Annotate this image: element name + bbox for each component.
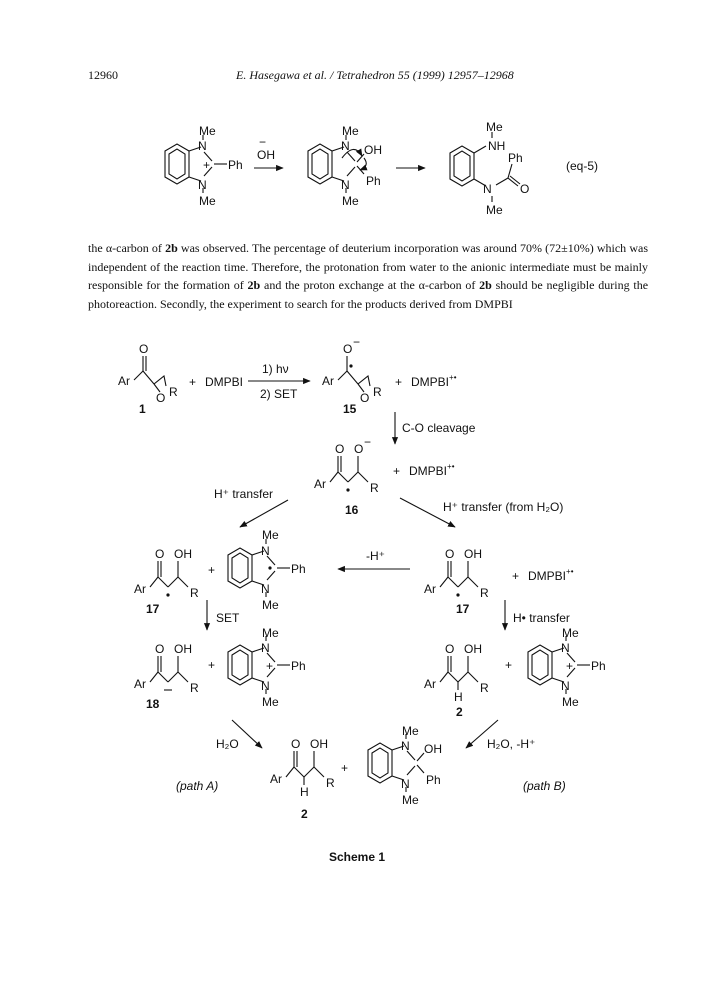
group-oh: OH [464, 547, 482, 561]
step-proton-transfer: H⁺ transfer [214, 487, 274, 501]
atom-o: O [139, 342, 149, 356]
plus-sign: + [393, 464, 401, 478]
group-nh: NH [488, 139, 506, 153]
group-ph: Ph [291, 659, 306, 673]
atom-n: N [401, 739, 410, 753]
atom-n: N [198, 178, 207, 192]
atom-n: N [261, 582, 270, 596]
plus-sign: + [395, 375, 403, 389]
group-ph: Ph [366, 174, 381, 188]
group-me: Me [262, 695, 279, 709]
group-me: Me [486, 203, 503, 217]
group-ar: Ar [270, 772, 282, 786]
plus-sign: + [505, 658, 513, 672]
compound-ref: 2b [165, 241, 178, 255]
atom-o: O [445, 547, 455, 561]
group-me: Me [199, 124, 216, 138]
step-water: H₂O [216, 737, 239, 751]
alpha-symbol: α [418, 278, 425, 292]
plus-sign: + [208, 563, 216, 577]
compound-17-right-structure [424, 547, 489, 600]
group-me: Me [402, 724, 419, 738]
compound-label-2: 2 [456, 705, 463, 719]
group-ar: Ar [314, 477, 326, 491]
group-ph: Ph [228, 158, 243, 172]
dmpbi-radical-cation [409, 462, 455, 478]
radical-cation-sup: +• [449, 373, 457, 382]
dmpbi-cation-structure [165, 124, 243, 208]
dmpbi-rc-name: DMPBI [411, 375, 450, 389]
hydroxide-charge: − [259, 135, 267, 149]
page-number: 12960 [88, 68, 118, 82]
atom-o: O [360, 391, 370, 405]
pseudobase-intermediate-structure [308, 124, 382, 208]
group-r: R [370, 481, 379, 495]
atom-n: N [341, 178, 350, 192]
group-oh: OH [174, 547, 192, 561]
charge-minus: − [353, 335, 361, 349]
compound-15-structure [322, 335, 382, 405]
step-water-deprotonation: H₂O, -H⁺ [487, 737, 536, 751]
text-run: the [88, 241, 106, 255]
compound-16-structure [314, 435, 379, 495]
group-oh: OH [464, 642, 482, 656]
step-h-atom-transfer: H• transfer [513, 611, 570, 625]
text-run: -carbon of [424, 278, 480, 292]
group-ph: Ph [426, 773, 441, 787]
radical-cation-sup: +• [447, 462, 455, 471]
atom-o: O [291, 737, 301, 751]
compound-18-structure [134, 642, 199, 695]
group-me: Me [402, 793, 419, 807]
scheme-1 [118, 335, 606, 864]
step-co-cleavage: C-O cleavage [402, 421, 476, 435]
equation-label: (eq-5) [566, 159, 599, 173]
text-run: was observed. The percentage of deuterium incorporation was around 70% (72±10%) which was independent of the reaction time. Therefore, the protonation from water to the anionic intermediate must be mainly responsible for the formation of [88, 241, 649, 292]
group-ar: Ar [134, 582, 146, 596]
charge-minus: − [364, 435, 372, 449]
atom-o: O [520, 182, 530, 196]
compound-2-final-structure [270, 737, 335, 799]
group-ar: Ar [322, 374, 334, 388]
dmpbi-reagent: DMPBI [205, 375, 244, 389]
group-ar: Ar [134, 677, 146, 691]
atom-n: N [561, 679, 570, 693]
group-me: Me [486, 120, 503, 134]
group-me: Me [262, 528, 279, 542]
compound-label-1: 1 [139, 402, 146, 416]
ring-opened-amide-structure [450, 120, 529, 217]
atom-o: O [155, 547, 165, 561]
group-r: R [190, 681, 199, 695]
compound-label-15: 15 [343, 402, 357, 416]
radical-cation-sup: +• [566, 567, 574, 576]
step-set: SET [216, 611, 240, 625]
step-deprotonation: -H⁺ [366, 549, 385, 563]
plus-sign: + [208, 658, 216, 672]
dmpbi-cation-structure [528, 636, 590, 694]
step-set: 2) SET [260, 387, 298, 401]
atom-n: N [261, 679, 270, 693]
atom-n: N [483, 182, 492, 196]
group-ph: Ph [591, 659, 606, 673]
atom-n: N [341, 139, 350, 153]
compound-ref: 2b [247, 278, 261, 292]
atom-h: H [454, 690, 463, 704]
plus-sign: + [189, 375, 197, 389]
path-a-label: (path A) [176, 779, 219, 793]
group-r: R [326, 776, 335, 790]
group-r: R [480, 681, 489, 695]
dmpbi-radical-cation [411, 373, 457, 389]
atom-n: N [198, 139, 207, 153]
atom-h: H [300, 785, 309, 799]
charge-plus: + [266, 659, 274, 673]
reaction-arrow [240, 500, 288, 527]
group-oh: OH [424, 742, 442, 756]
text-run: should be negligible during the photoreaction. Secondly, the experiment to search for the products derived from DMPBI [88, 278, 649, 311]
atom-o: O [445, 642, 455, 656]
compound-label-16: 16 [345, 503, 359, 517]
group-me: Me [562, 626, 579, 640]
dmpbi-rc-name: DMPBI [409, 464, 448, 478]
pseudobase-structure [368, 734, 424, 792]
atom-o: O [354, 442, 364, 456]
group-r: R [190, 586, 199, 600]
compound-17-left-structure [134, 547, 199, 600]
group-ar: Ar [424, 677, 436, 691]
step-photolysis: 1) hν [262, 362, 289, 376]
group-oh: OH [364, 143, 382, 157]
group-ph: Ph [291, 562, 306, 576]
running-header-citation: E. Hasegawa et al. / Tetrahedron 55 (1999) 12957–12968 [236, 68, 514, 82]
atom-o: O [156, 391, 166, 405]
equation-5 [165, 120, 598, 217]
alpha-symbol: α [105, 241, 113, 255]
group-me: Me [262, 598, 279, 612]
atom-o: O [335, 442, 345, 456]
group-oh: OH [310, 737, 328, 751]
group-oh: OH [174, 642, 192, 656]
compound-ref: 2b [479, 278, 492, 292]
group-ar: Ar [424, 582, 436, 596]
atom-o: O [155, 642, 165, 656]
compound-2-right-structure [424, 642, 489, 704]
group-me: Me [199, 194, 216, 208]
group-me: Me [262, 626, 279, 640]
dmpbi-radical-cation [528, 567, 574, 583]
compound-1-structure [118, 342, 178, 405]
group-me: Me [562, 695, 579, 709]
group-ph: Ph [508, 151, 523, 165]
scheme-title: Scheme 1 [329, 850, 386, 864]
hydroxide-reagent: OH [257, 148, 275, 162]
compound-label-2: 2 [301, 807, 308, 821]
charge-plus: + [566, 659, 574, 673]
compound-label-17: 17 [456, 602, 470, 616]
compound-label-18: 18 [146, 697, 160, 711]
group-me: Me [342, 194, 359, 208]
dmpbi-cation-structure [228, 636, 290, 694]
text-run: and the proton exchange at the [260, 278, 419, 292]
plus-sign: + [512, 569, 520, 583]
atom-n: N [561, 641, 570, 655]
atom-n: N [261, 544, 270, 558]
atom-n: N [401, 777, 410, 791]
group-r: R [373, 385, 382, 399]
atom-n: N [261, 641, 270, 655]
text-run: -carbon of [112, 241, 166, 255]
path-b-label: (path B) [523, 779, 566, 793]
group-me: Me [342, 124, 359, 138]
compound-label-17: 17 [146, 602, 160, 616]
step-proton-transfer-water: H⁺ transfer (from H₂O) [443, 500, 564, 514]
group-r: R [480, 586, 489, 600]
dmpbi-rc-name: DMPBI [528, 569, 567, 583]
group-ar: Ar [118, 374, 130, 388]
plus-sign: + [341, 761, 349, 775]
atom-o: O [343, 342, 353, 356]
group-r: R [169, 385, 178, 399]
charge-plus: + [203, 158, 211, 172]
